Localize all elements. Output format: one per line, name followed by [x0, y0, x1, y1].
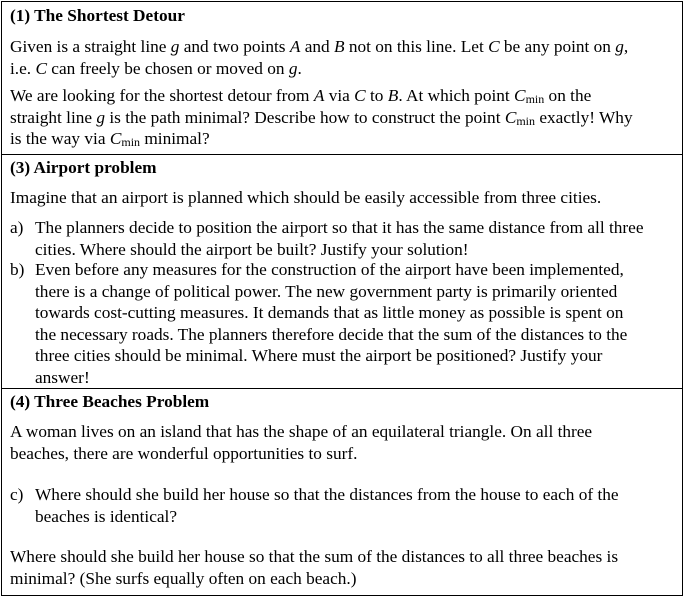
text-line: the necessary roads. The planners therefore decide that the sum of the distances to the [35, 324, 628, 344]
section-three-beaches-problem [2, 389, 682, 597]
intro-text: Imagine that an airport is planned which should be easily accessible from three cities. [10, 188, 602, 207]
text: via [324, 86, 355, 105]
item-label: b) [10, 260, 25, 279]
text: Given is a straight line [10, 37, 171, 56]
text: . At which point [398, 86, 515, 105]
paragraph [10, 36, 676, 79]
text-line: towards cost-cutting measures. It demands that as little money as possible is spent on [35, 303, 624, 322]
text: i.e. [10, 58, 36, 78]
text-line: beaches is identical? [35, 506, 178, 526]
item-label: a) [10, 218, 24, 237]
text-line: A woman lives on an island that has the shape of an equilateral triangle. On all three [10, 422, 593, 441]
section-title: (4) Three Beaches Problem [10, 392, 210, 411]
text: and two points [179, 37, 290, 56]
text-line: minimal? (She surfs equally often on each beach.) [10, 568, 357, 588]
text-line: Where should she build her house so that the sum of the distances to all three beaches is [10, 547, 619, 566]
var-a: A [313, 86, 325, 105]
text: We are looking for the shortest detour from [10, 86, 314, 105]
text-line: beaches, there are wonderful opportunities to surf. [10, 443, 358, 463]
item-label: c) [10, 485, 24, 504]
text: is the way via [10, 129, 110, 148]
text: on the [544, 86, 592, 105]
var-b: B [333, 37, 345, 56]
var-g: g [615, 37, 624, 56]
var-a: A [289, 37, 301, 56]
text: not on this line. Let [344, 37, 489, 56]
item-text [35, 217, 676, 260]
var-c: C [354, 86, 366, 105]
var-g: g [170, 37, 180, 56]
section-airport-problem [2, 155, 682, 389]
text: minimal? [140, 129, 210, 148]
paragraph [10, 85, 676, 150]
var-c: C [35, 58, 47, 78]
text-line: Even before any measures for the construction of the airport have been implemented, [35, 260, 624, 279]
text-line: there is a change of political power. The new government party is primarily oriented [35, 281, 618, 301]
closing-text [10, 546, 676, 589]
text-line: three cities should be minimal. Where must the airport be positioned? Justify your [35, 346, 603, 365]
var-g: g [96, 107, 106, 127]
text: straight line [10, 107, 97, 127]
item-text [35, 259, 676, 388]
text: is the path minimal? Describe how to construct the point [105, 107, 505, 127]
var-c: C [514, 86, 526, 105]
text: and [300, 37, 334, 56]
subscript-min: min [525, 92, 545, 106]
subscript-min: min [516, 113, 536, 128]
var-c: C [109, 129, 122, 148]
text: exactly! Why [535, 107, 633, 127]
var-g: g [288, 58, 298, 78]
text-line: The planners decide to position the airport so that it has the same distance from all three [35, 218, 644, 237]
var-b: B [387, 86, 399, 105]
item-text [35, 484, 676, 527]
text-line: Where should she build her house so that the distances from the house to each of the [35, 485, 619, 504]
subscript-min: min [121, 135, 141, 149]
var-c: C [488, 37, 500, 56]
problem-sheet [1, 1, 683, 596]
text: to [365, 86, 388, 105]
intro-text [10, 421, 676, 464]
text-line: answer! [35, 367, 90, 387]
text: , [623, 37, 629, 56]
section-shortest-detour [2, 2, 682, 155]
text: be any point on [499, 37, 616, 56]
text-line: cities. Where should the airport be built? Justify your solution! [35, 239, 469, 259]
section-title: (1) The Shortest Detour [10, 6, 185, 25]
text: can freely be chosen or moved on [46, 58, 289, 78]
text: . [297, 58, 302, 78]
section-title: (3) Airport problem [10, 158, 157, 177]
var-c: C [504, 107, 517, 127]
